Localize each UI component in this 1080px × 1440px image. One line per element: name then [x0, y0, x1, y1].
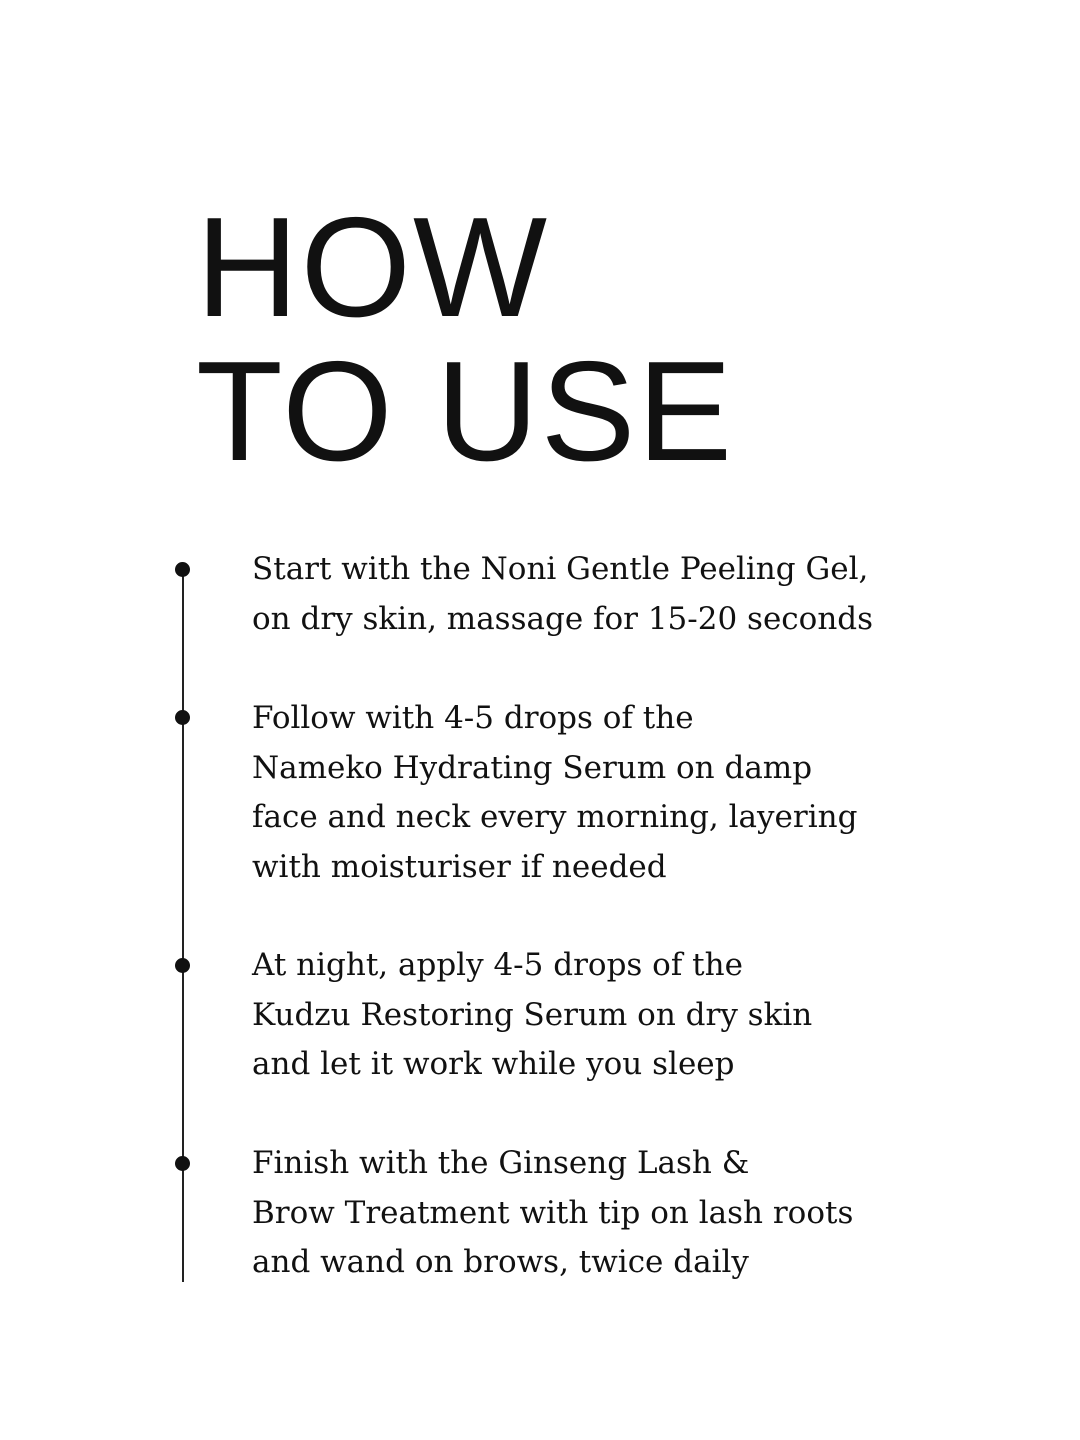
step-4-text — [252, 1139, 972, 1288]
step-1-line-1: Start with the Noni Gentle Peeling Gel, — [252, 551, 869, 587]
step-2-bullet-icon — [175, 710, 190, 725]
title-line-1: HOW — [196, 188, 550, 347]
title-line-2: TO USE — [196, 332, 735, 491]
step-2-line-1: Follow with 4-5 drops of the — [252, 700, 694, 736]
step-2-text — [252, 694, 972, 892]
step-3-text — [252, 941, 972, 1090]
step-2-line-3: face and neck every morning, layering — [252, 799, 858, 835]
step-4-line-2: Brow Treatment with tip on lash roots — [252, 1194, 854, 1231]
step-3-bullet-icon — [175, 958, 190, 973]
step-4-bullet-icon — [175, 1156, 190, 1171]
step-3-line-3: and let it work while you sleep — [252, 1046, 735, 1082]
step-2-line-2: Nameko Hydrating Serum on damp — [252, 749, 813, 786]
step-3-line-1: At night, apply 4-5 drops of the — [252, 947, 743, 983]
step-4-line-3: and wand on brows, twice daily — [252, 1244, 749, 1280]
step-2-line-4: with moisturiser if needed — [252, 848, 667, 885]
step-1-bullet-icon — [175, 562, 190, 577]
step-3-line-2: Kudzu Restoring Serum on dry skin — [252, 996, 813, 1033]
step-1-text — [252, 545, 972, 644]
step-4-line-1: Finish with the Ginseng Lash & — [252, 1145, 750, 1181]
step-1-line-2: on dry skin, massage for 15-20 seconds — [252, 600, 874, 637]
